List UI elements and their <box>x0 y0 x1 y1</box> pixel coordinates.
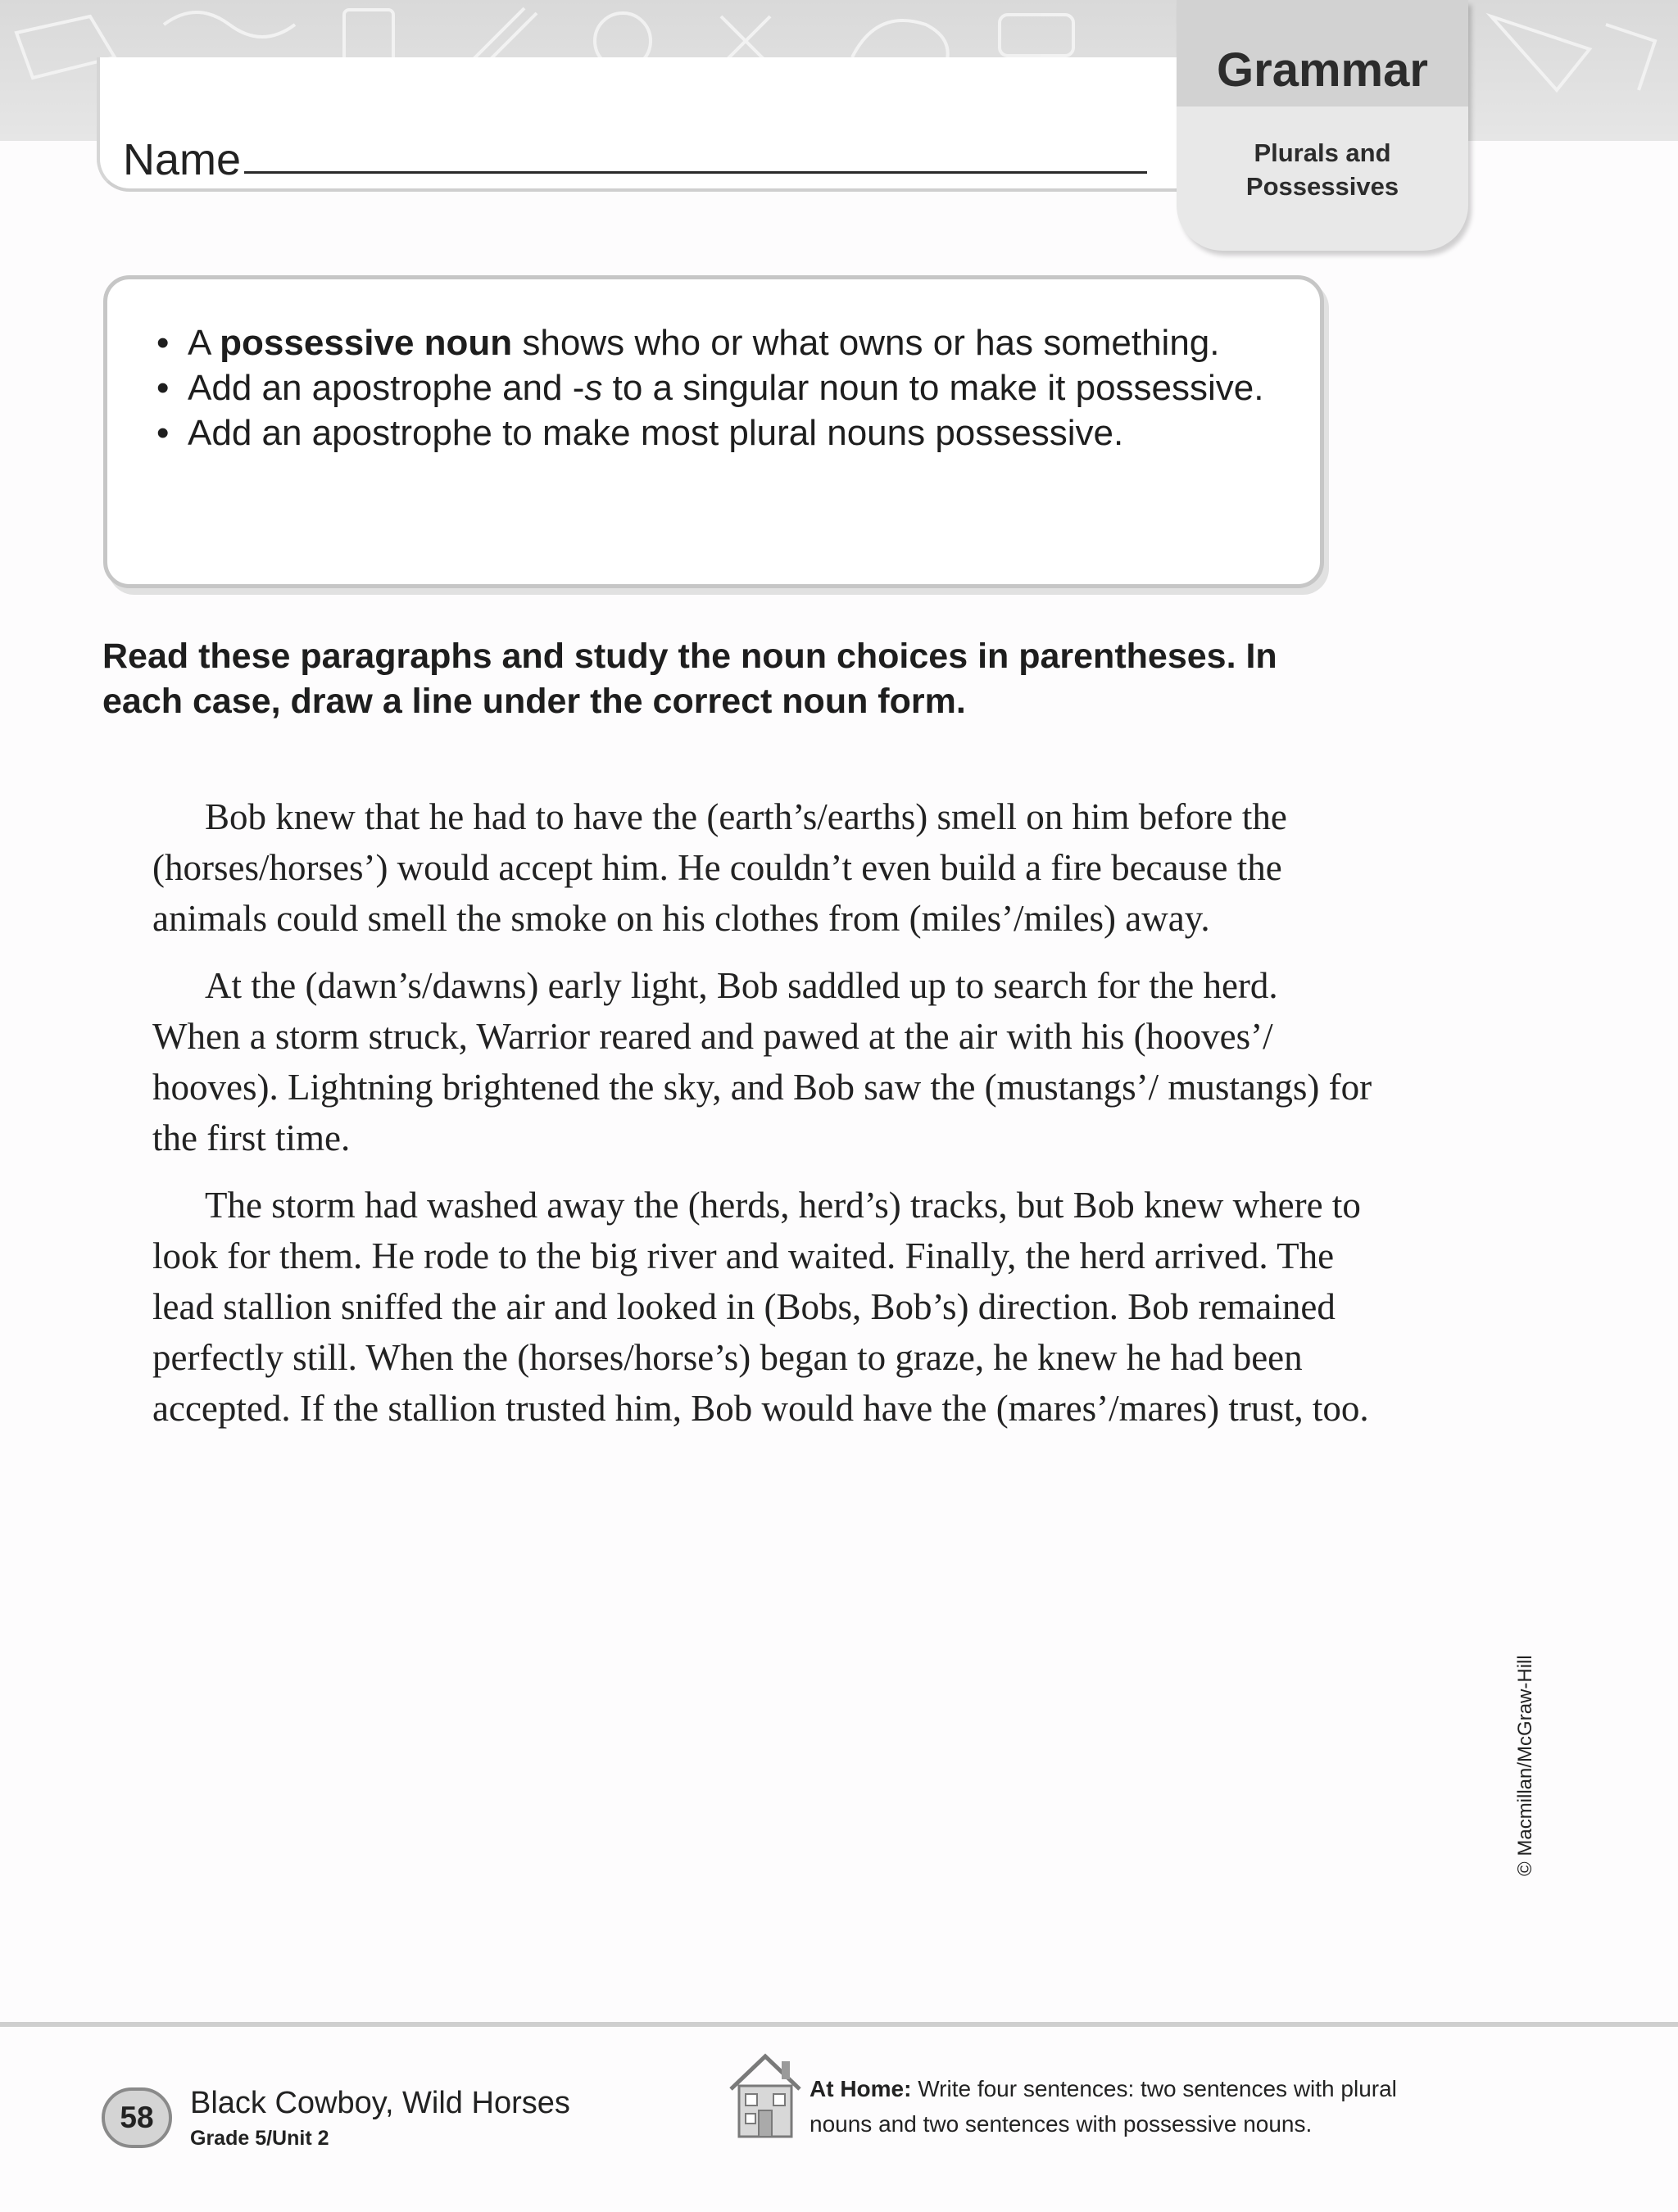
at-home-note <box>810 2071 1449 2142</box>
at-home-label: At Home: <box>810 2076 912 2101</box>
at-home-text: Write four sentences: two sentences with plural nouns and two sentences with possessive nouns. <box>810 2076 1397 2137</box>
rule-list <box>156 320 1304 456</box>
rule-text: Add an apostrophe to make most plural nouns possessive. <box>188 413 1124 453</box>
tab-subtitle <box>1177 136 1468 203</box>
instructions: Read these paragraphs and study the noun choices in parentheses. In each case, draw a line under the correct noun form. <box>102 637 1277 721</box>
rule-item <box>156 365 1304 410</box>
copyright-notice: © Macmillan/McGraw-Hill <box>1514 1655 1536 1876</box>
paragraph: Bob knew that he had to have the (earth’s/earths) smell on him before the (horses/horses’) would accept him. He couldn’t even build a fire because the animals could smell the smoke on his clothes from (miles’/miles) away. <box>152 796 1287 939</box>
rule-item <box>156 320 1304 365</box>
rule-text: A <box>188 323 220 363</box>
tab-subtitle-line2: Possessives <box>1245 172 1399 201</box>
name-write-line[interactable] <box>244 171 1147 174</box>
grade-unit: Grade 5/Unit 2 <box>190 2127 329 2150</box>
rule-term: possessive noun <box>220 323 513 363</box>
rule-text: Add an apostrophe and - <box>188 368 585 408</box>
footer-divider <box>0 2022 1678 2027</box>
page-number: 58 <box>102 2087 172 2148</box>
story-title: Black Cowboy, Wild Horses <box>190 2086 570 2120</box>
rule-suffix: s <box>584 368 603 408</box>
tab-subtitle-line1: Plurals and <box>1254 138 1391 167</box>
passage <box>152 791 1373 1450</box>
house-icon <box>724 2050 806 2142</box>
name-label: Name <box>123 135 242 184</box>
rule-item <box>156 410 1304 456</box>
rule-box <box>103 275 1324 588</box>
paragraph: At the (dawn’s/dawns) early light, Bob saddled up to search for the herd. When a storm struck, Warrior reared and pawed at the air with his (hooves’/ hooves). Lightning brightened the sky, and Bob saw the (mustangs’/ mustangs) for the first time. <box>152 965 1372 1158</box>
tab-title: Grammar <box>1217 43 1428 97</box>
rule-text: to a singular noun to make it possessive. <box>602 368 1264 408</box>
grammar-tab <box>1177 0 1468 251</box>
rule-text: shows who or what owns or has something. <box>512 323 1220 363</box>
paragraph: The storm had washed away the (herds, herd’s) tracks, but Bob knew where to look for them. He rode to the big river and waited. Finally, the herd arrived. The lead stallion sniffed the air and looked in (Bobs, Bob’s) direction. Bob remained perfectly still. When the (horses/horse’s) began to graze, he knew he had been accepted. If the stallion trusted him, Bob would have the (mares’/mares) trust, too. <box>152 1185 1369 1429</box>
